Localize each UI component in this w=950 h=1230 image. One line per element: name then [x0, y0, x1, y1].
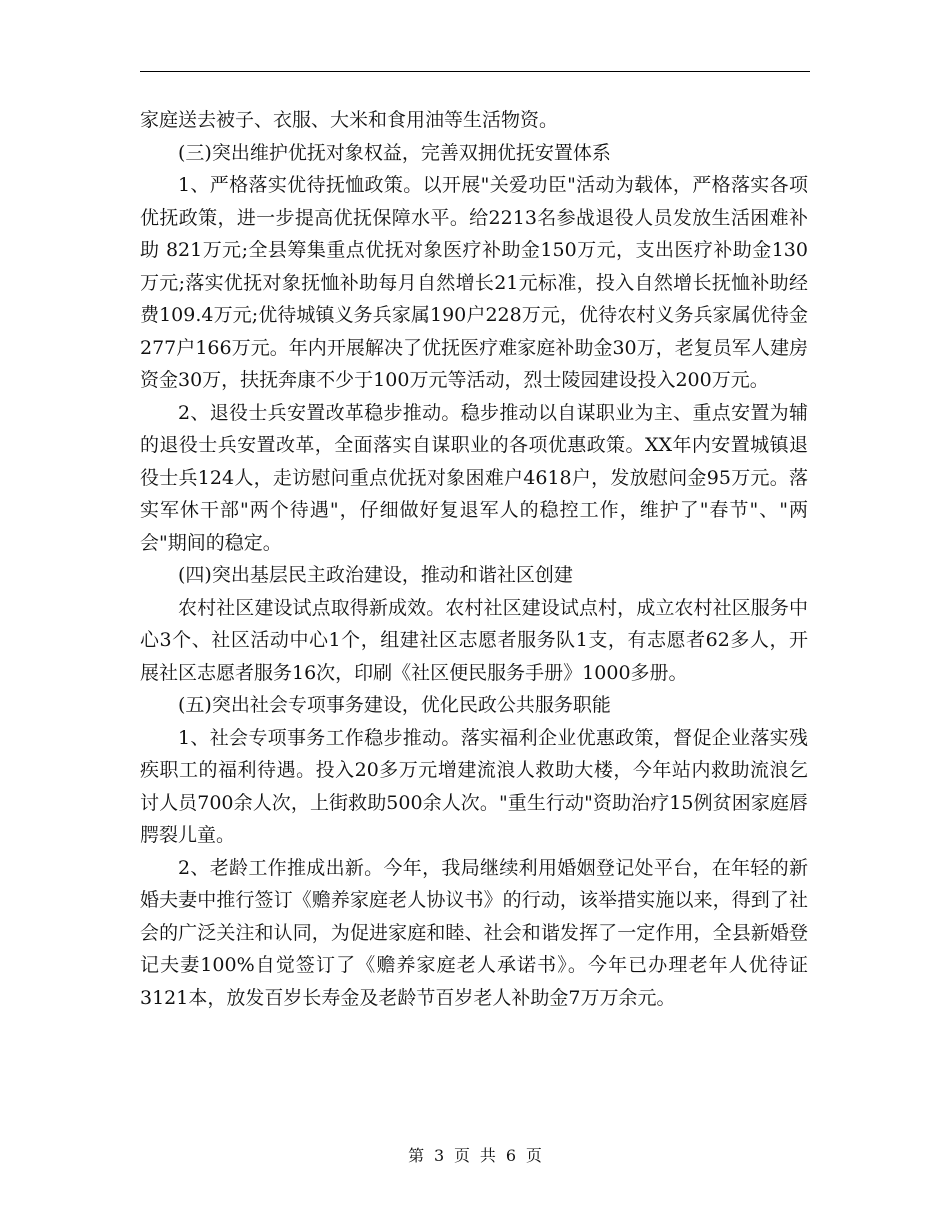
section-heading: (三)突出维护优抚对象权益，完善双拥优抚安置体系 — [178, 141, 611, 164]
section-heading: (五)突出社会专项事务建设，优化民政公共服务职能 — [178, 694, 611, 716]
header-rule — [140, 71, 810, 72]
paragraph: 2、退役士兵安置改革稳步推动。稳步推动以自谋职业为主、重点安置为辅的退役士兵安置改革，全面落实自谋职业的各项优惠政策。XX年内安置城镇退役士兵124人，走访慰问重点优抚对象困难户4618户，发放慰问金95万元。落实军休干部"两个待遇"，仔细做好复退军人的稳控工作，维护了"春节"、"两会"期间的稳定。 — [140, 401, 808, 554]
paragraph: 家庭送去被子、衣服、大米和食用油等生活物资。 — [140, 109, 559, 131]
paragraph: 1、社会专项事务工作稳步推动。落实福利企业优惠政策，督促企业落实残疾职工的福利待遇。投入20多万元增建流浪人救助大楼，今年站内救助流浪乞讨人员700余人次，上街救助500余人次。"重生行动"资助治疗15例贫困家庭唇腭裂儿童。 — [140, 726, 808, 846]
section-heading: (四)突出基层民主政治建设，推动和谐社区创建 — [178, 564, 573, 586]
paragraph: 1、严格落实优待抚恤政策。以开展"关爱功臣"活动为载体，严格落实各项优抚政策，进一步提高优抚保障水平。给2213名参战退役人员发放生活困难补助 821万元;全县筹集重点优抚对象医疗补助金150万元，支出医疗补助金130万元;落实优抚对象抚恤补助每月自然增长21元标准，投入自然增长抚恤补助经费109.4万元;优待城镇义务兵家属190户228万元，优待农村义务兵家属优待金277户166万元。年内开展解决了优抚医疗难家庭补助金30万，老复员军人建房资金30万，扶抚奔康不少于100万元等活动，烈士陵园建设投入200万元。 — [140, 174, 808, 391]
paragraph: 2、老龄工作推成出新。今年，我局继续利用婚姻登记处平台，在年轻的新婚夫妻中推行签订《赡养家庭老人协议书》的行动，该举措实施以来，得到了社会的广泛关注和认同，为促进家庭和睦、社会和谐发挥了一定作用，全县新婚登记夫妻100%自觉签订了《赡养家庭老人承诺书》。今年已办理老年人优待证3121本，放发百岁长寿金及老龄节百岁老人补助金7万万余元。 — [140, 856, 808, 1009]
paragraph: 农村社区建设试点取得新成效。农村社区建设试点村，成立农村社区服务中心3个、社区活动中心1个，组建社区志愿者服务队1支，有志愿者62多人，开展社区志愿者服务16次，印刷《社区便民服务手册》1000多册。 — [140, 596, 808, 684]
page-number-footer: 第 3 页 共 6 页 — [408, 1146, 542, 1165]
body-text — [140, 104, 808, 1014]
